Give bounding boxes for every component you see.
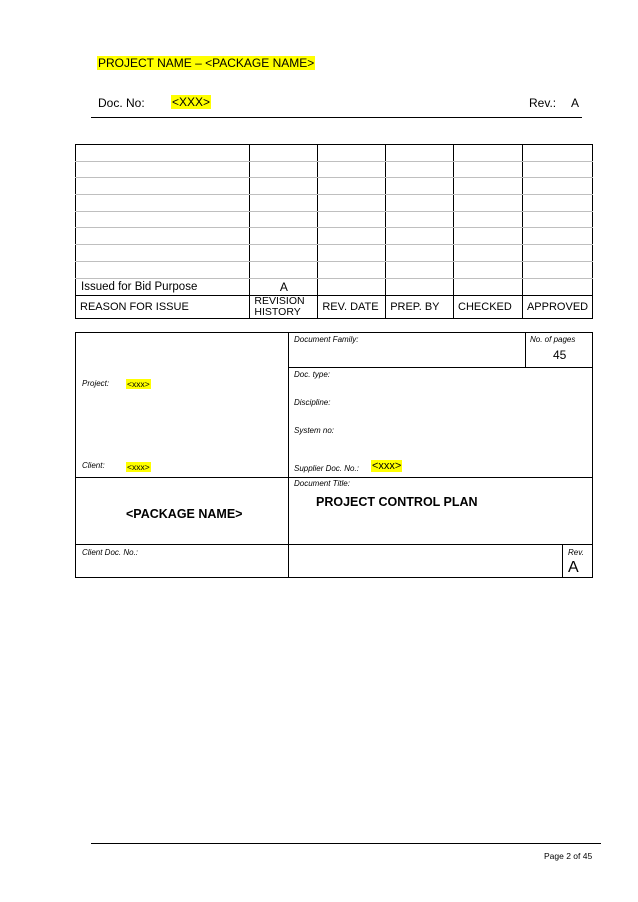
issued-reason: Issued for Bid Purpose (76, 278, 250, 295)
no-of-pages-value: 45 (553, 348, 567, 362)
page-number: Page 2 of 45 (544, 851, 593, 861)
rev-divider (562, 544, 563, 578)
col-rev-date: REV. DATE (318, 295, 386, 318)
revision-row-blank (76, 161, 593, 178)
no-of-pages-label: No. of pages (530, 335, 576, 344)
project-value: <xxx> (127, 379, 150, 389)
rev-value: A (571, 96, 580, 110)
document-title-label: Document Title: (294, 479, 350, 488)
doc-type-label: Doc. type: (294, 370, 331, 379)
revision-row-blank (76, 211, 593, 228)
col-approved: APPROVED (522, 295, 592, 318)
issued-revision: A (250, 278, 318, 295)
package-name: <PACKAGE NAME> (126, 507, 243, 521)
system-no-label: System no: (294, 426, 335, 435)
revision-row-blank (76, 195, 593, 212)
document-family-label: Document Family: (294, 335, 359, 344)
revision-row-issued (76, 278, 593, 295)
footer-divider (91, 843, 601, 844)
revision-header-row (76, 295, 593, 318)
col-reason-for-issue: REASON FOR ISSUE (76, 295, 250, 318)
revision-row-blank (76, 245, 593, 262)
supplier-doc-value: <xxx> (372, 460, 402, 472)
col-revision-history: REVISION HISTORY (250, 295, 318, 318)
client-doc-label: Client Doc. No.: (82, 548, 139, 557)
info-row-divider-2 (75, 477, 593, 478)
project-title: PROJECT NAME – <PACKAGE NAME> (98, 56, 315, 70)
client-label: Client: (82, 461, 105, 470)
revision-table (75, 144, 593, 319)
document-title: PROJECT CONTROL PLAN (316, 495, 478, 509)
rev-label: Rev.: (529, 96, 557, 110)
revision-row-blank (76, 145, 593, 162)
col-checked: CHECKED (454, 295, 523, 318)
document-info-box (75, 332, 593, 578)
project-label: Project: (82, 379, 110, 388)
header-divider (91, 117, 582, 118)
info-row-divider-3 (75, 544, 593, 545)
pages-divider (525, 332, 526, 367)
doc-no-label: Doc. No: (98, 96, 145, 110)
info-center-divider (288, 332, 289, 578)
info-row-divider-1 (288, 367, 593, 368)
supplier-doc-label: Supplier Doc. No.: (294, 464, 359, 473)
revision-row-blank (76, 228, 593, 245)
rev-box-value: A (568, 559, 579, 576)
revision-row-blank (76, 178, 593, 195)
discipline-label: Discipline: (294, 398, 331, 407)
revision-row-blank (76, 261, 593, 278)
doc-no-value: <XXX> (172, 95, 211, 109)
col-prep-by: PREP. BY (386, 295, 454, 318)
rev-box-label: Rev. (568, 548, 584, 557)
client-value: <xxx> (127, 462, 150, 472)
